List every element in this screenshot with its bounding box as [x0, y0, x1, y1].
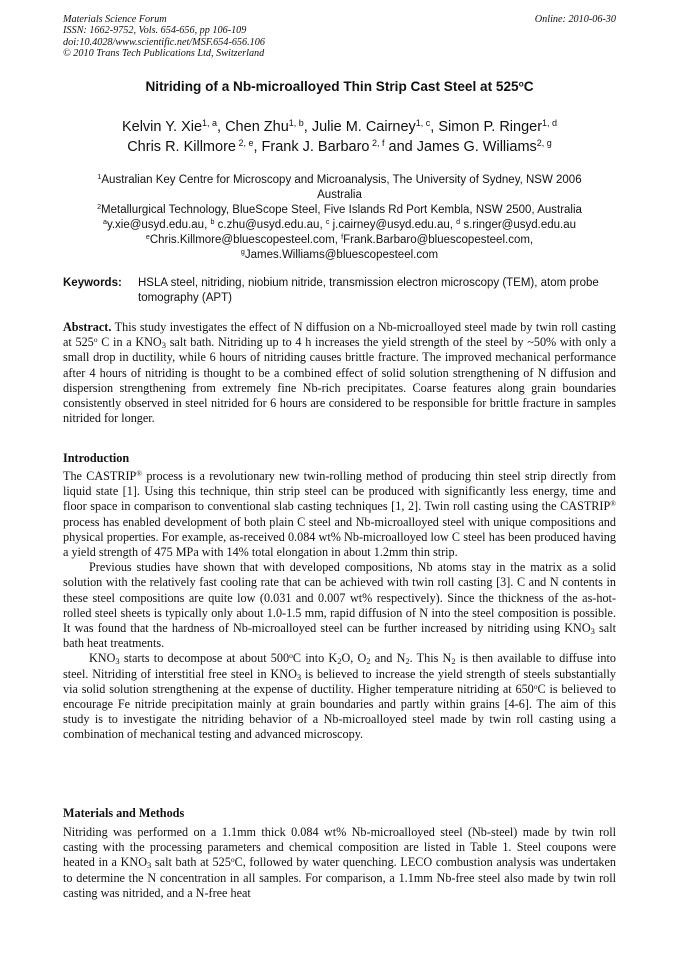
email-line-2 — [63, 233, 616, 248]
superscript: o — [289, 651, 293, 661]
email-marker: c — [325, 218, 330, 227]
online-date: Online: 2010-06-30 — [534, 14, 616, 25]
email-link[interactable]: Frank.Barbaro@bluescopesteel.com, — [343, 234, 534, 246]
author-name: Kelvin Y. Xie — [121, 119, 203, 135]
text-run: starts to decompose at about 500 — [119, 651, 290, 666]
email-link[interactable]: s.ringer@usyd.edu.au — [460, 219, 577, 231]
abstract — [63, 320, 616, 426]
author-name: Chris R. Killmore — [127, 139, 236, 155]
abstract-label: Abstract. — [63, 320, 112, 334]
text-run: . This N — [409, 651, 452, 666]
affil-marker: 1 — [97, 173, 102, 182]
text-run: C is believed to encourage Fe nitride precipitation mainly at grain boundaries and partly within grains [4-6]. The aim of this study is to investigate the nitriding behavior of a Nb-microalloyed steel made by twin roll casting using a combination of mechanical testing and advanced microscopy. — [63, 681, 616, 742]
text-run: salt bath heat treatments. — [63, 621, 616, 651]
abstract-text: C in a KNO — [97, 335, 162, 350]
intro-paragraph-3 — [63, 651, 616, 742]
affiliation-2 — [63, 203, 616, 218]
subscript: 2 — [366, 656, 371, 667]
subscript: 2 — [451, 656, 456, 667]
superscript: o — [533, 681, 538, 691]
subscript: 2 — [405, 656, 410, 667]
author-affil-sup: 2, e — [235, 138, 254, 149]
subscript: 3 — [590, 626, 595, 637]
email-marker: e — [145, 233, 150, 242]
author-affil-sup: 2, f — [369, 138, 385, 149]
author-line-1 — [63, 117, 616, 137]
subscript: 3 — [115, 656, 120, 667]
email-marker: g — [240, 248, 245, 257]
affil-text: Metallurgical Technology, BlueScope Steel, Five Islands Rd Port Kembla, NSW 2500, Australia — [101, 204, 582, 216]
affiliation-1-country: Australia — [317, 189, 362, 201]
methods-body — [63, 825, 616, 901]
keywords-label: Keywords: — [63, 277, 122, 289]
email-link[interactable]: James.Williams@bluescopesteel.com — [244, 249, 439, 261]
text-run: C, followed by water quenching. LECO combustion analysis was undertaken to determine the N concentration in all samples. For comparison, a 1.1mm Nb-free steel also made by twin roll casting was nitrided, and a N-free heat — [63, 855, 616, 900]
subscript: 3 — [296, 671, 302, 682]
author-line-2 — [63, 137, 616, 157]
author-affil-sup: 1, b — [288, 118, 304, 129]
methods-paragraph-1 — [63, 825, 616, 901]
registered-sup: ® — [136, 468, 143, 478]
author-name: and James G. Williams — [384, 139, 537, 155]
text-run: O, O — [341, 651, 367, 666]
journal-name: Materials Science Forum — [63, 14, 167, 25]
email-marker: a — [102, 218, 107, 227]
affil-marker: 2 — [97, 203, 102, 212]
subscript: 2 — [337, 656, 342, 667]
paper-title — [63, 79, 616, 94]
abstract-text: This study investigates the effect of N diffusion on a Nb-microalloyed steel made by twin roll casting at 525 — [63, 320, 616, 350]
affil-text: Australian Key Centre for Microscopy and Microanalysis, The University of Sydney, NSW 2006 — [101, 174, 582, 186]
author-affil-sup: 1, a — [202, 118, 218, 129]
text-run: salt bath at 525 — [151, 855, 231, 870]
abstract-sup: o — [93, 335, 98, 345]
affiliation-1 — [63, 173, 616, 188]
text-run: KNO — [89, 651, 116, 666]
text-run: process is a revolutionary new twin-rolling method of producing thin steel strip directly from liquid state [1]. Using this technique, thin strip steel can be produced with significantly less energy, time and floor space in comparison to conventional slab casting techniques [1, 2]. Twin roll casting using the CASTRIP — [63, 469, 616, 514]
keywords-text: HSLA steel, nitriding, niobium nitride, transmission electron microscopy (TEM), atom probe tomography (APT) — [138, 277, 599, 304]
email-link[interactable]: y.xie@usyd.edu.au, — [106, 219, 208, 231]
doi-line: doi:10.4028/www.scientific.net/MSF.654-656.106 — [63, 36, 265, 48]
email-line-1 — [63, 218, 616, 233]
email-line-3 — [63, 248, 616, 263]
text-run: process has enabled development of both plain C steel and Nb-microalloyed steel with unique compositions and physical properties. For example, as-received 0.084 wt% Nb-microalloyed low C steel has been produced having a yield strength of 475 MPa with 14% total elongation in about 1.2mm thin strip. — [63, 514, 616, 560]
text-run: Previous studies have shown that with developed compositions, Nb atoms stay in the matrix as a solid solution with the relatively fast cooling rate that can be achieved with twin roll casting [3]. C and N contents in these steel compositions are quite low (0.031 and 0.007 wt% respectively). Since the thickness of the as-hot-rolled steel sheets is typically only about 1.0-1.5 mm, rapid diffusion of N into the steel composition is possible. It was found that the hardness of Nb-microalloyed steel can be further increased by nitriding using KNO — [63, 560, 616, 636]
email-marker: d — [456, 218, 461, 227]
superscript: o — [230, 855, 235, 865]
title-text: Nitriding of a Nb-microalloyed Thin Strip Cast Steel at 525 — [145, 79, 519, 94]
intro-paragraph-1 — [63, 469, 616, 560]
email-marker: b — [210, 218, 215, 227]
text-run: Nitriding was performed on a 1.1mm thick 0.084 wt% Nb-microalloyed steel (Nb-steel) made by twin roll casting with the processing parameters and chemical composition are listed in Table 1. Steel coupons were heated in a KNO — [63, 825, 616, 870]
email-marker: f — [341, 233, 344, 242]
methods-heading: Materials and Methods — [63, 806, 185, 820]
title-degree-sup: o — [518, 78, 524, 89]
author-affil-sup: 2, g — [536, 138, 552, 149]
author-name: , Chen Zhu — [217, 119, 289, 135]
issn-line: ISSN: 1662-9752, Vols. 654-656, pp 106-109 — [63, 25, 247, 37]
introduction-body — [63, 469, 616, 743]
copyright-line: © 2010 Trans Tech Publications Ltd, Switzerland — [63, 48, 265, 60]
text-run: is believed to increase the yield strength of steels substantially via solid solution strengthening at the expense of ductility. Higher temperature nitriding at 650 — [63, 666, 616, 696]
abstract-sub: 3 — [161, 340, 166, 351]
affiliations — [63, 173, 616, 263]
title-unit: C — [523, 79, 534, 94]
registered-sup: ® — [610, 499, 616, 509]
text-run: is then available to diffuse into steel. Nitriding of interstitial free steel in KNO — [63, 651, 617, 681]
text-run: C into K — [292, 651, 338, 666]
keywords-block — [63, 276, 616, 306]
text-run: and N — [370, 651, 406, 666]
author-name: , Frank J. Barbaro — [253, 139, 370, 155]
author-name: , Julie M. Cairney — [303, 119, 416, 135]
email-link[interactable]: c.zhu@usyd.edu.au, — [214, 219, 323, 231]
abstract-text: salt bath. Nitriding up to 4 h increases the yield strength of the steel by ~50% with only a small drop in ductility, while 6 hours of nitriding causes brittle fracture. The improved mechanical performance after 4 hours of nitriding is thought to be a combined effect of solid solution strengthening of N diffusion and dispersion strengthening from extremely fine Nb-rich precipitates. Coarse features along grain boundaries consistently observed in steel nitrided for 6 hours are considered to be responsible for brittle fracture in samples nitrided for longer. — [63, 335, 616, 426]
subscript: 3 — [147, 860, 152, 871]
email-link[interactable]: Chris.Killmore@bluescopesteel.com, — [149, 234, 338, 246]
text-run: The CASTRIP — [63, 469, 137, 483]
author-affil-sup: 1, d — [542, 118, 558, 129]
intro-paragraph-2 — [63, 560, 616, 651]
journal-header — [63, 14, 616, 60]
author-affil-sup: 1, c — [415, 118, 431, 129]
email-link[interactable]: j.cairney@usyd.edu.au, — [329, 219, 453, 231]
author-name: , Simon P. Ringer — [430, 119, 543, 135]
introduction-heading: Introduction — [63, 451, 130, 465]
author-list — [63, 117, 616, 157]
